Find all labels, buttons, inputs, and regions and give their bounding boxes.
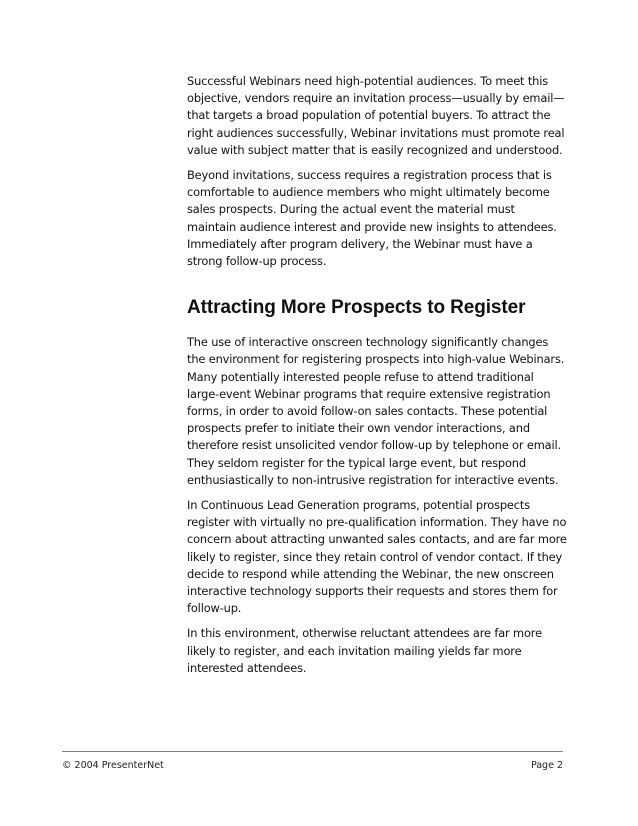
paragraph-environment: In this environment, otherwise reluctant attendees are far more likely to register, and each invitation mailing yields far more interested attendees.: [187, 626, 542, 675]
footer-divider: [62, 751, 563, 752]
paragraph-audiences: Successful Webinars need high-potential audiences. To meet this objective, vendors require an invitation process—usually by email—that targets a broad population of potential buyers. To attract the right audiences successfully, Webinar invitations must promote real value with subject matter that is easily recognized and understood.: [187, 74, 565, 157]
footer-page-number: Page 2: [530, 760, 563, 771]
paragraph-registration-process: Beyond invitations, success requires a registration process that is comfortable to audience members who might ultimately become sales prospects. During the actual event the material must maintain audience interest and provide new insights to attendees. Immediately after program delivery, the Webinar must have a strong follow-up process.: [187, 168, 557, 269]
paragraph-interactive-technology: The use of interactive onscreen technology significantly changes the environment for registering prospects into high-value Webinars. Many potentially interested people refuse to attend traditional large-event Webinar programs that require extensive registration forms, in order to avoid follow-on sales contacts. These potential prospects prefer to initiate their own vendor interactions, and therefore resist unsolicited vendor follow-up by telephone or email. They seldom register for the typical large event, but respond enthusiastically to non-intrusive registration for interactive events.: [187, 335, 565, 487]
section-heading: Attracting More Prospects to Register: [187, 297, 526, 319]
document-body: [187, 73, 567, 685]
paragraph-continuous-lead-generation: In Continuous Lead Generation programs, potential prospects register with virtually no pre-qualification information. They have no concern about attracting unwanted sales contacts, and are far more likely to register, since they retain control of vendor contact. If they decide to respond while attending the Webinar, the new onscreen interactive technology supports their requests and stores them for follow-up.: [187, 498, 567, 616]
footer-copyright: © 2004 PresenterNet: [62, 760, 164, 771]
